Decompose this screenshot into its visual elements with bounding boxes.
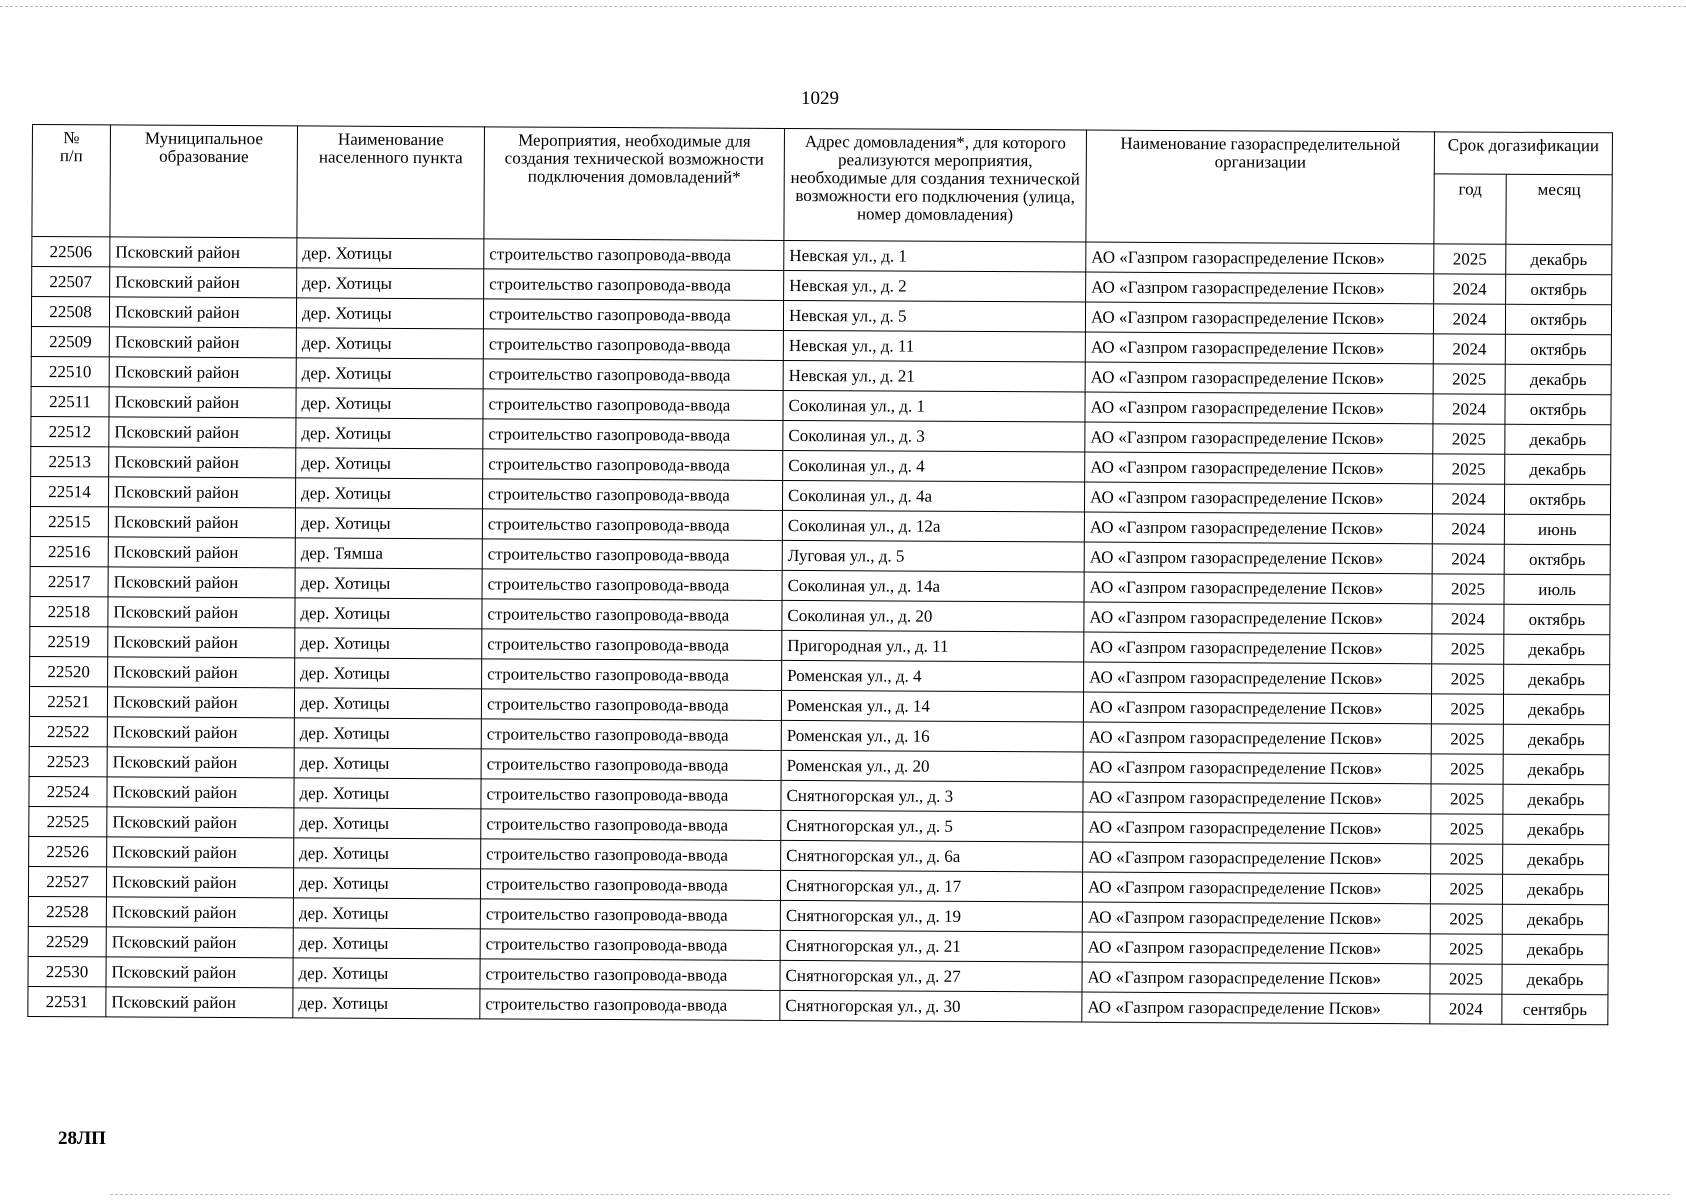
cell-measure: строительство газопровода-ввода [480, 959, 780, 991]
cell-measure: строительство газопровода-ввода [482, 659, 782, 691]
cell-settlement: дер. Тямша [295, 538, 482, 569]
cell-municipality: Псковский район [108, 597, 295, 628]
cell-measure: строительство газопровода-ввода [480, 989, 780, 1021]
cell-address: Снятногорская ул., д. 5 [781, 810, 1083, 842]
cell-organization: АО «Газпром газораспределение Псков» [1083, 842, 1431, 874]
cell-month: декабрь [1502, 934, 1608, 965]
cell-municipality: Псковский район [107, 687, 294, 718]
cell-municipality: Псковский район [108, 507, 295, 538]
cell-measure: строительство газопровода-ввода [481, 749, 781, 781]
cell-municipality: Псковский район [107, 807, 294, 838]
header-term: Срок догазификации [1434, 132, 1612, 175]
cell-measure: строительство газопровода-ввода [483, 389, 783, 421]
cell-organization: АО «Газпром газораспределение Псков» [1085, 422, 1433, 454]
cell-month: декабрь [1505, 364, 1611, 395]
cell-month: июнь [1504, 514, 1610, 545]
cell-address: Снятногорская ул., д. 19 [780, 900, 1082, 932]
cell-organization: АО «Газпром газораспределение Псков» [1084, 542, 1432, 574]
cell-month: октябрь [1505, 304, 1611, 335]
cell-num: 22521 [29, 686, 107, 716]
cell-municipality: Псковский район [108, 477, 295, 508]
cell-month: октябрь [1505, 334, 1611, 365]
cell-num: 22515 [30, 506, 108, 536]
cell-month: декабрь [1503, 844, 1609, 875]
cell-municipality: Псковский район [106, 897, 293, 928]
cell-month: октябрь [1506, 274, 1612, 305]
cell-measure: строительство газопровода-ввода [482, 629, 782, 661]
cell-address: Соколиная ул., д. 3 [783, 420, 1085, 452]
cell-year: 2025 [1431, 844, 1503, 874]
cell-address: Снятногорская ул., д. 30 [780, 990, 1082, 1022]
cell-measure: строительство газопровода-ввода [483, 419, 783, 451]
cell-municipality: Псковский район [107, 747, 294, 778]
cell-measure: строительство газопровода-ввода [484, 239, 784, 271]
cell-year: 2025 [1430, 874, 1502, 904]
cell-measure: строительство газопровода-ввода [480, 899, 780, 931]
cell-address: Невская ул., д. 5 [783, 300, 1085, 332]
cell-num: 22527 [28, 866, 106, 896]
cell-year: 2024 [1433, 334, 1505, 364]
cell-measure: строительство газопровода-ввода [482, 539, 782, 571]
cell-num: 22524 [29, 776, 107, 806]
cell-num: 22510 [31, 356, 109, 386]
cell-month: октябрь [1504, 604, 1610, 635]
cell-municipality: Псковский район [106, 927, 293, 958]
cell-num: 22531 [28, 986, 106, 1016]
cell-settlement: дер. Хотицы [296, 418, 483, 449]
cell-municipality: Псковский район [109, 357, 296, 388]
cell-settlement: дер. Хотицы [293, 988, 480, 1019]
cell-year: 2024 [1434, 274, 1506, 304]
cell-month: декабрь [1505, 424, 1611, 455]
cell-year: 2024 [1432, 484, 1504, 514]
cell-measure: строительство газопровода-ввода [484, 269, 784, 301]
cell-year: 2025 [1432, 634, 1504, 664]
cell-municipality: Псковский район [109, 417, 296, 448]
cell-address: Роменская ул., д. 4 [782, 660, 1084, 692]
cell-measure: строительство газопровода-ввода [481, 839, 781, 871]
cell-municipality: Псковский район [108, 657, 295, 688]
cell-address: Соколиная ул., д. 12а [782, 510, 1084, 542]
header-measures: Мероприятия, необходимые для создания технической возможности подключения домовладений* [484, 127, 785, 241]
cell-year: 2024 [1432, 604, 1504, 634]
page-number: 1029 [801, 88, 839, 109]
cell-year: 2024 [1433, 394, 1505, 424]
cell-organization: АО «Газпром газораспределение Псков» [1083, 782, 1431, 814]
cell-organization: АО «Газпром газораспределение Псков» [1082, 872, 1430, 904]
cell-num: 22528 [28, 896, 106, 926]
cell-settlement: дер. Хотицы [296, 448, 483, 479]
cell-month: октябрь [1504, 484, 1610, 515]
cell-num: 22522 [29, 716, 107, 746]
cell-address: Невская ул., д. 21 [783, 360, 1085, 392]
cell-settlement: дер. Хотицы [293, 958, 480, 989]
cell-settlement: дер. Хотицы [293, 868, 480, 899]
cell-month: декабрь [1503, 754, 1609, 785]
cell-organization: АО «Газпром газораспределение Псков» [1082, 962, 1430, 994]
cell-year: 2025 [1431, 754, 1503, 784]
cell-municipality: Псковский район [110, 267, 297, 298]
cell-measure: строительство газопровода-ввода [481, 689, 781, 721]
cell-address: Пригородная ул., д. 11 [782, 630, 1084, 662]
scan-edge-bottom [110, 1194, 1670, 1195]
footer-code: 28ЛП [58, 1128, 106, 1149]
cell-year: 2025 [1434, 244, 1506, 274]
cell-municipality: Псковский район [109, 327, 296, 358]
cell-municipality: Псковский район [107, 837, 294, 868]
cell-organization: АО «Газпром газораспределение Псков» [1083, 812, 1431, 844]
cell-municipality: Псковский район [109, 447, 296, 478]
gasification-table [27, 124, 1613, 1025]
cell-year: 2024 [1432, 514, 1504, 544]
cell-organization: АО «Газпром газораспределение Псков» [1085, 362, 1433, 394]
cell-measure: строительство газопровода-ввода [482, 569, 782, 601]
cell-settlement: дер. Хотицы [295, 508, 482, 539]
header-month: месяц [1506, 174, 1612, 245]
cell-num: 22512 [31, 416, 109, 446]
cell-month: декабрь [1503, 814, 1609, 845]
cell-month: декабрь [1503, 784, 1609, 815]
cell-num: 22509 [31, 326, 109, 356]
cell-year: 2025 [1430, 904, 1502, 934]
cell-year: 2025 [1431, 694, 1503, 724]
cell-address: Невская ул., д. 1 [784, 240, 1086, 272]
cell-measure: строительство газопровода-ввода [481, 719, 781, 751]
header-num: № п/п [32, 125, 111, 237]
cell-address: Снятногорская ул., д. 21 [780, 930, 1082, 962]
cell-organization: АО «Газпром газораспределение Псков» [1083, 752, 1431, 784]
cell-address: Роменская ул., д. 20 [781, 750, 1083, 782]
cell-num: 22525 [29, 806, 107, 836]
cell-organization: АО «Газпром газораспределение Псков» [1083, 692, 1431, 724]
cell-year: 2025 [1431, 724, 1503, 754]
cell-settlement: дер. Хотицы [294, 838, 481, 869]
cell-settlement: дер. Хотицы [295, 598, 482, 629]
cell-measure: строительство газопровода-ввода [482, 599, 782, 631]
cell-num: 22516 [30, 536, 108, 566]
cell-measure: строительство газопровода-ввода [481, 809, 781, 841]
cell-settlement: дер. Хотицы [295, 478, 482, 509]
cell-organization: АО «Газпром газораспределение Псков» [1084, 632, 1432, 664]
header-address: Адрес домовладения*, для которого реализуются мероприятия, необходимые для создания технической возможности его подключения (улица, номер домовладения) [784, 128, 1087, 242]
cell-year: 2025 [1431, 784, 1503, 814]
cell-municipality: Псковский район [106, 867, 293, 898]
cell-num: 22518 [30, 596, 108, 626]
cell-municipality: Псковский район [107, 777, 294, 808]
cell-settlement: дер. Хотицы [297, 268, 484, 299]
cell-month: октябрь [1504, 544, 1610, 575]
cell-organization: АО «Газпром газораспределение Псков» [1085, 452, 1433, 484]
cell-num: 22519 [30, 626, 108, 656]
cell-municipality: Псковский район [109, 297, 296, 328]
scan-edge-top [0, 6, 1686, 7]
cell-settlement: дер. Хотицы [296, 298, 483, 329]
cell-municipality: Псковский район [106, 957, 293, 988]
cell-measure: строительство газопровода-ввода [483, 449, 783, 481]
cell-measure: строительство газопровода-ввода [482, 479, 782, 511]
cell-settlement: дер. Хотицы [294, 718, 481, 749]
cell-address: Соколиная ул., д. 1 [783, 390, 1085, 422]
header-year: год [1434, 174, 1506, 244]
cell-municipality: Псковский район [108, 627, 295, 658]
cell-address: Снятногорская ул., д. 27 [780, 960, 1082, 992]
cell-year: 2024 [1430, 994, 1502, 1024]
cell-address: Снятногорская ул., д. 17 [780, 870, 1082, 902]
cell-address: Невская ул., д. 2 [784, 270, 1086, 302]
cell-settlement: дер. Хотицы [295, 628, 482, 659]
cell-year: 2025 [1433, 424, 1505, 454]
cell-address: Невская ул., д. 11 [783, 330, 1085, 362]
cell-year: 2025 [1433, 364, 1505, 394]
cell-month: декабрь [1502, 904, 1608, 935]
header-municipality: Муниципальное образование [110, 125, 298, 238]
cell-num: 22514 [30, 476, 108, 506]
cell-measure: строительство газопровода-ввода [480, 869, 780, 901]
cell-num: 22506 [32, 237, 110, 267]
cell-settlement: дер. Хотицы [294, 748, 481, 779]
cell-year: 2025 [1431, 814, 1503, 844]
header-organization: Наименование газораспределительной организации [1086, 130, 1435, 244]
cell-num: 22517 [30, 566, 108, 596]
cell-settlement: дер. Хотицы [294, 808, 481, 839]
cell-measure: строительство газопровода-ввода [483, 299, 783, 331]
cell-organization: АО «Газпром газораспределение Псков» [1083, 722, 1431, 754]
cell-month: декабрь [1503, 724, 1609, 755]
cell-year: 2024 [1432, 544, 1504, 574]
cell-settlement: дер. Хотицы [296, 358, 483, 389]
cell-settlement: дер. Хотицы [295, 568, 482, 599]
cell-settlement: дер. Хотицы [293, 898, 480, 929]
cell-month: июль [1504, 574, 1610, 605]
cell-address: Роменская ул., д. 14 [781, 690, 1083, 722]
cell-municipality: Псковский район [108, 537, 295, 568]
cell-address: Роменская ул., д. 16 [781, 720, 1083, 752]
cell-month: декабрь [1502, 964, 1608, 995]
cell-settlement: дер. Хотицы [296, 328, 483, 359]
cell-organization: АО «Газпром газораспределение Псков» [1085, 392, 1433, 424]
cell-organization: АО «Газпром газораспределение Псков» [1084, 482, 1432, 514]
cell-organization: АО «Газпром газораспределение Псков» [1084, 602, 1432, 634]
cell-address: Снятногорская ул., д. 3 [781, 780, 1083, 812]
cell-organization: АО «Газпром газораспределение Псков» [1082, 992, 1430, 1024]
cell-address: Луговая ул., д. 5 [782, 540, 1084, 572]
cell-month: декабрь [1504, 634, 1610, 665]
cell-municipality: Псковский район [106, 987, 293, 1018]
cell-year: 2025 [1432, 574, 1504, 604]
cell-month: декабрь [1503, 694, 1609, 725]
cell-organization: АО «Газпром газораспределение Псков» [1085, 332, 1433, 364]
cell-year: 2025 [1433, 454, 1505, 484]
cell-measure: строительство газопровода-ввода [482, 509, 782, 541]
cell-municipality: Псковский район [109, 387, 296, 418]
cell-municipality: Псковский район [110, 237, 297, 268]
cell-num: 22526 [29, 836, 107, 866]
cell-measure: строительство газопровода-ввода [483, 359, 783, 391]
table-body [28, 237, 1612, 1025]
cell-address: Снятногорская ул., д. 6а [781, 840, 1083, 872]
cell-num: 22520 [30, 656, 108, 686]
cell-month: декабрь [1506, 244, 1612, 275]
cell-year: 2025 [1432, 664, 1504, 694]
cell-settlement: дер. Хотицы [295, 658, 482, 689]
cell-month: октябрь [1505, 394, 1611, 425]
cell-address: Соколиная ул., д. 20 [782, 600, 1084, 632]
cell-organization: АО «Газпром газораспределение Псков» [1086, 272, 1434, 304]
cell-month: декабрь [1504, 664, 1610, 695]
cell-municipality: Псковский район [108, 567, 295, 598]
cell-municipality: Псковский район [107, 717, 294, 748]
cell-year: 2024 [1433, 304, 1505, 334]
cell-address: Соколиная ул., д. 14а [782, 570, 1084, 602]
cell-settlement: дер. Хотицы [293, 928, 480, 959]
cell-settlement: дер. Хотицы [294, 778, 481, 809]
cell-organization: АО «Газпром газораспределение Псков» [1084, 512, 1432, 544]
cell-settlement: дер. Хотицы [297, 238, 484, 269]
cell-month: сентябрь [1502, 994, 1608, 1025]
table-header [32, 125, 1613, 245]
cell-month: декабрь [1505, 454, 1611, 485]
cell-measure: строительство газопровода-ввода [480, 929, 780, 961]
cell-address: Соколиная ул., д. 4 [783, 450, 1085, 482]
cell-num: 22511 [31, 386, 109, 416]
cell-num: 22513 [31, 446, 109, 476]
cell-measure: строительство газопровода-ввода [481, 779, 781, 811]
cell-year: 2025 [1430, 964, 1502, 994]
cell-organization: АО «Газпром газораспределение Псков» [1086, 242, 1434, 274]
cell-num: 22508 [31, 297, 109, 327]
cell-num: 22523 [29, 746, 107, 776]
cell-address: Соколиная ул., д. 4а [782, 480, 1084, 512]
header-settlement: Наименование населенного пункта [297, 126, 485, 239]
cell-organization: АО «Газпром газораспределение Псков» [1084, 572, 1432, 604]
cell-month: декабрь [1502, 874, 1608, 905]
cell-settlement: дер. Хотицы [294, 688, 481, 719]
cell-organization: АО «Газпром газораспределение Псков» [1082, 902, 1430, 934]
cell-year: 2025 [1430, 934, 1502, 964]
cell-num: 22507 [32, 267, 110, 297]
cell-num: 22529 [28, 926, 106, 956]
cell-organization: АО «Газпром газораспределение Псков» [1082, 932, 1430, 964]
cell-organization: АО «Газпром газораспределение Псков» [1084, 662, 1432, 694]
cell-num: 22530 [28, 956, 106, 986]
cell-measure: строительство газопровода-ввода [483, 329, 783, 361]
cell-organization: АО «Газпром газораспределение Псков» [1085, 302, 1433, 334]
cell-settlement: дер. Хотицы [296, 388, 483, 419]
